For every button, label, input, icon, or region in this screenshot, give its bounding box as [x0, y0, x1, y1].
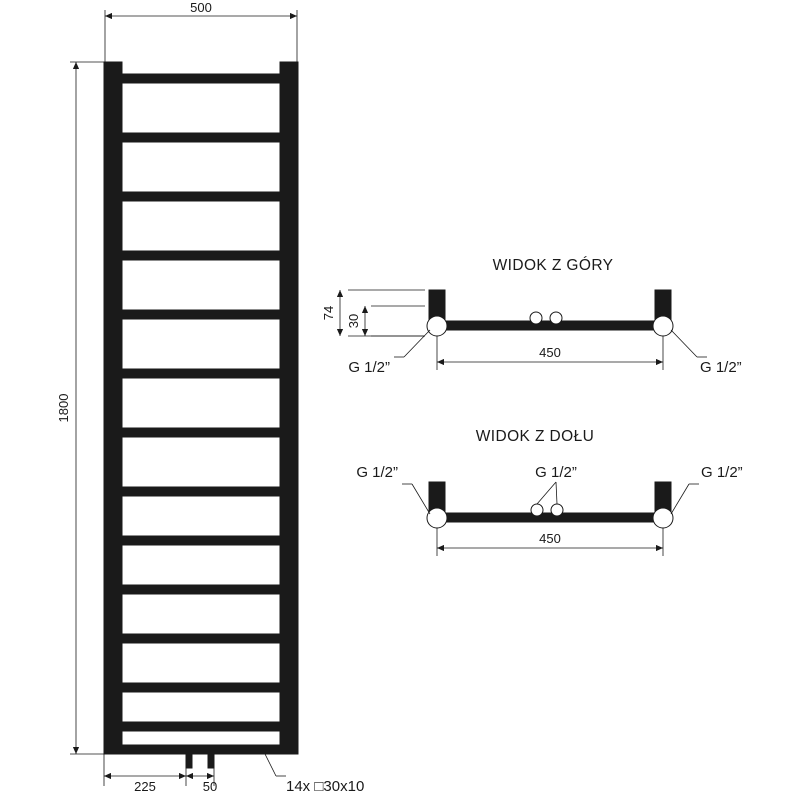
- rung: [122, 369, 280, 378]
- offset-left-dimension-label: 225: [134, 779, 156, 794]
- bottom-view-title: WIDOK Z DOŁU: [475, 428, 595, 445]
- bottom-view-center-dimension-label: 450: [539, 531, 561, 546]
- rung-count-note: 14x □30x10: [286, 778, 365, 795]
- leader-bottom-left-thread: [412, 484, 430, 514]
- top-view-depth-dimension-label: 74: [321, 305, 336, 321]
- left-vertical-post: [104, 62, 122, 754]
- top-view-center-port-left: [530, 312, 542, 324]
- bottom-view-center-port-right: [551, 504, 563, 516]
- rung: [122, 585, 280, 594]
- bottom-view-group: [356, 428, 742, 556]
- top-view-title: WIDOK Z GÓRY: [492, 257, 614, 274]
- bottom-view-right-connector-circle: [653, 508, 673, 528]
- rung: [122, 251, 280, 260]
- rung: [122, 722, 280, 731]
- offset-small-dimension-label: 50: [202, 779, 218, 794]
- leader-bottom-center-thread-b: [556, 482, 557, 504]
- rung: [122, 745, 280, 754]
- rung: [122, 428, 280, 437]
- leader-top-left-thread: [404, 330, 430, 357]
- rung: [122, 74, 280, 83]
- right-vertical-post: [280, 62, 298, 754]
- rung: [122, 487, 280, 496]
- bottom-view-left-connector-circle: [427, 508, 447, 528]
- front-height-dimension-label: 1800: [56, 393, 71, 423]
- top-view-bar: [440, 321, 662, 330]
- rung: [122, 192, 280, 201]
- leader-bottom-right-thread: [671, 484, 689, 514]
- bottom-connector-stub: [208, 754, 214, 768]
- rung: [122, 536, 280, 545]
- bottom-view-left-thread-label: G 1/2”: [356, 464, 398, 481]
- top-view-right-thread-label: G 1/2”: [700, 359, 742, 376]
- rung: [122, 133, 280, 142]
- top-view-right-connector-circle: [653, 316, 673, 336]
- rung: [122, 683, 280, 692]
- rung: [122, 634, 280, 643]
- front-width-dimension-label: 500: [190, 0, 212, 15]
- top-view-center-port-right: [550, 312, 562, 324]
- front-view-group: [56, 0, 364, 795]
- bottom-view-bar: [440, 513, 662, 522]
- top-view-left-connector-circle: [427, 316, 447, 336]
- leader-bottom-center-thread-a: [537, 482, 556, 504]
- bottom-connector-stub: [186, 754, 192, 768]
- bottom-view-center-thread-label: G 1/2”: [535, 464, 577, 481]
- bottom-view-center-port-left: [531, 504, 543, 516]
- leader-top-right-thread: [671, 330, 697, 357]
- bottom-view-right-thread-label: G 1/2”: [701, 464, 743, 481]
- top-view-inner-dimension-label: 30: [346, 313, 361, 329]
- top-view-center-dimension-label: 450: [539, 345, 561, 360]
- top-view-left-thread-label: G 1/2”: [348, 359, 390, 376]
- top-view-group: [321, 257, 742, 376]
- rung: [122, 310, 280, 319]
